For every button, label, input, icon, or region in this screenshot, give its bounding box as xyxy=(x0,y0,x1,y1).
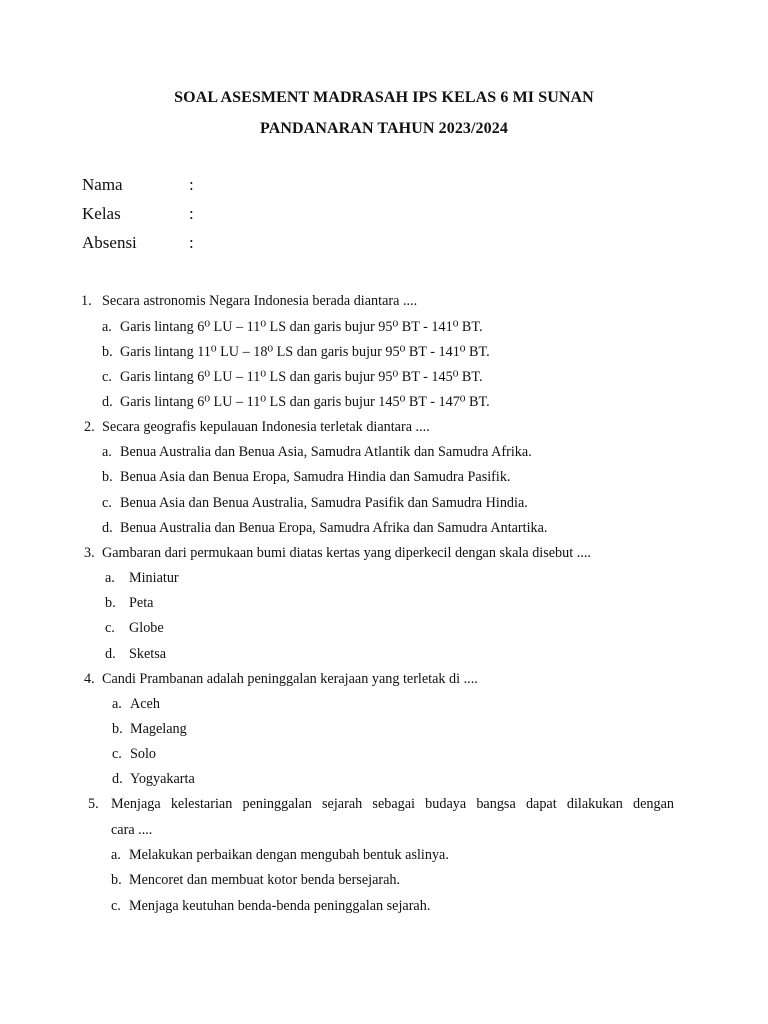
option-letter: d. xyxy=(102,520,113,536)
option-letter: b. xyxy=(112,721,123,737)
document-title-line-1: SOAL ASESMENT MADRASAH IPS KELAS 6 MI SUNAN xyxy=(174,89,594,106)
identity-label: Kelas xyxy=(82,204,121,223)
option-letter: a. xyxy=(111,847,121,863)
document-title-line-2: PANDANARAN TAHUN 2023/2024 xyxy=(260,120,508,137)
option-letter: b. xyxy=(102,469,113,485)
option-text: Benua Australia dan Benua Eropa, Samudra Afrika dan Samudra Antartika. xyxy=(120,520,548,536)
option-text: Garis lintang 6⁰ LU – 11⁰ LS dan garis bujur 145⁰ BT - 147⁰ BT. xyxy=(120,394,490,410)
question-number: 1. xyxy=(81,293,92,309)
option-text: Solo xyxy=(130,746,157,762)
question-number: 5. xyxy=(88,796,99,812)
option-letter: c. xyxy=(105,620,115,636)
option-letter: b. xyxy=(105,595,116,611)
option-text: Benua Asia dan Benua Eropa, Samudra Hindia dan Samudra Pasifik. xyxy=(120,469,511,485)
option-letter: c. xyxy=(112,746,122,762)
option-text: Benua Australia dan Benua Asia, Samudra Atlantik dan Samudra Afrika. xyxy=(120,444,532,460)
identity-label: Absensi xyxy=(82,233,137,252)
question-text: Secara geografis kepulauan Indonesia terletak diantara .... xyxy=(102,419,430,435)
option-letter: d. xyxy=(112,771,123,787)
question-text: Candi Prambanan adalah peninggalan kerajaan yang terletak di .... xyxy=(102,671,478,687)
option-text: Benua Asia dan Benua Australia, Samudra Pasifik dan Samudra Hindia. xyxy=(120,495,528,511)
option-text: Mencoret dan membuat kotor benda bersejarah. xyxy=(129,872,401,888)
option-letter: d. xyxy=(102,394,113,410)
option-letter: a. xyxy=(102,444,112,460)
option-text: Garis lintang 11⁰ LU – 18⁰ LS dan garis bujur 95⁰ BT - 141⁰ BT. xyxy=(120,344,490,360)
identity-colon: : xyxy=(189,175,194,194)
question-text-line-2: cara .... xyxy=(111,822,153,838)
option-letter: c. xyxy=(111,898,121,914)
option-text: Garis lintang 6⁰ LU – 11⁰ LS dan garis bujur 95⁰ BT - 141⁰ BT. xyxy=(120,319,483,335)
option-letter: c. xyxy=(102,369,112,385)
option-letter: b. xyxy=(102,344,113,360)
option-letter: b. xyxy=(111,872,122,888)
question-number: 4. xyxy=(84,671,95,687)
question-text-line-1: Menjaga kelestarian peninggalan sejarah sebagai budaya bangsa dapat dilakukan dengan xyxy=(111,796,674,812)
option-text: Peta xyxy=(129,595,154,611)
option-letter: a. xyxy=(102,319,112,335)
option-text: Aceh xyxy=(130,696,160,712)
option-text: Melakukan perbaikan dengan mengubah bentuk aslinya. xyxy=(129,847,449,863)
option-text: Sketsa xyxy=(129,646,167,662)
option-text: Menjaga keutuhan benda-benda peninggalan sejarah. xyxy=(129,898,431,914)
identity-colon: : xyxy=(189,204,194,223)
question-number: 2. xyxy=(84,419,95,435)
question-number: 3. xyxy=(84,545,95,561)
option-letter: c. xyxy=(102,495,112,511)
option-text: Magelang xyxy=(130,721,187,737)
identity-label: Nama xyxy=(82,175,123,194)
question-text: Secara astronomis Negara Indonesia berada diantara .... xyxy=(102,293,418,309)
option-letter: d. xyxy=(105,646,116,662)
option-text: Globe xyxy=(129,620,164,636)
option-text: Yogyakarta xyxy=(130,771,195,787)
option-letter: a. xyxy=(105,570,115,586)
option-text: Miniatur xyxy=(129,570,179,586)
question-text: Gambaran dari permukaan bumi diatas kertas yang diperkecil dengan skala disebut .... xyxy=(102,545,591,561)
option-letter: a. xyxy=(112,696,122,712)
identity-colon: : xyxy=(189,233,194,252)
option-text: Garis lintang 6⁰ LU – 11⁰ LS dan garis bujur 95⁰ BT - 145⁰ BT. xyxy=(120,369,483,385)
